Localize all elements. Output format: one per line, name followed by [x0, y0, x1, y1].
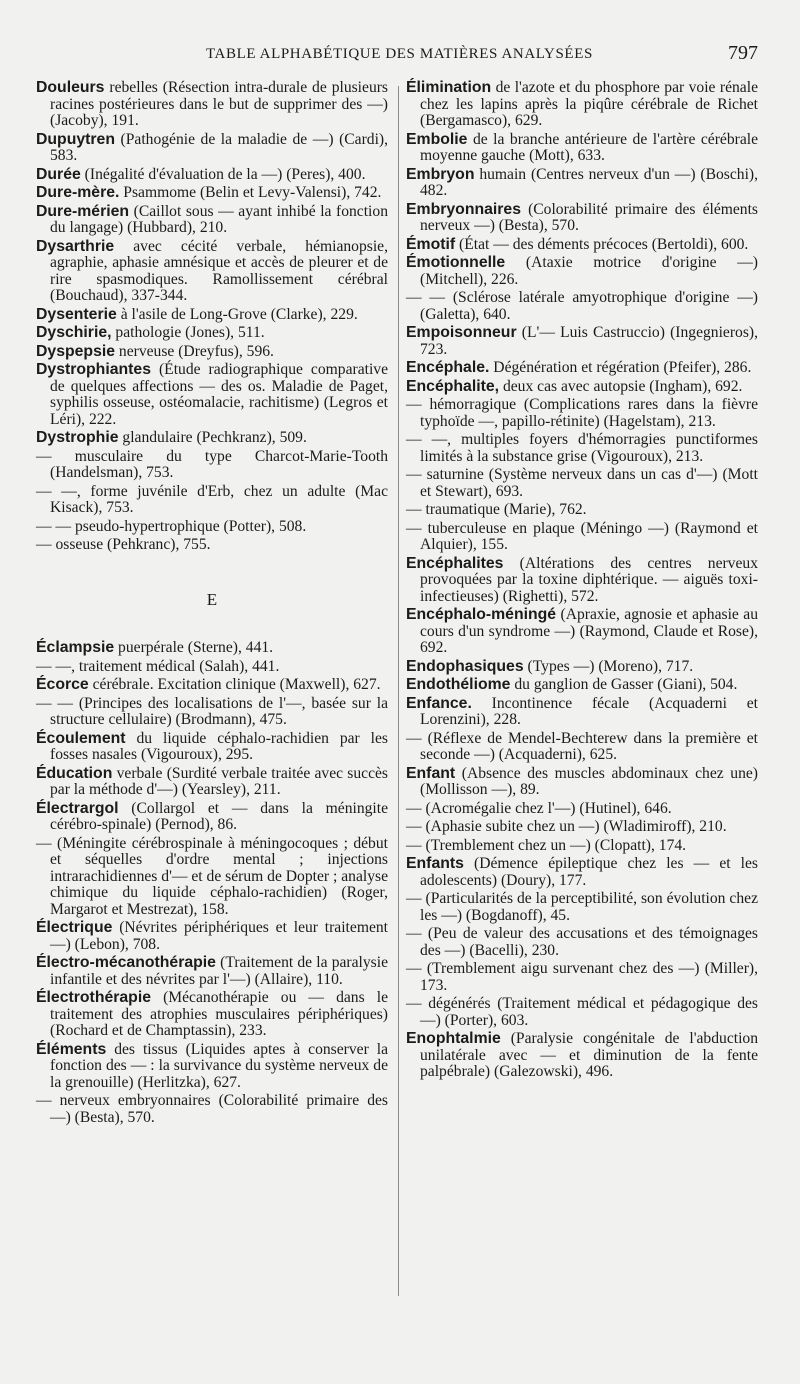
entry-headword: Enfants — [406, 855, 464, 872]
entry-headword: Dupuytren — [36, 130, 115, 148]
entry-headword: Électrothérapie — [36, 989, 152, 1006]
entry-text: — (Acromégalie chez l'—) (Hutinel), 646. — [406, 799, 672, 817]
entry-headword: Dystrophie — [36, 429, 119, 446]
entry-headword: Encéphalites — [406, 554, 504, 572]
index-entry — [406, 521, 758, 554]
entry-text: — nerveux embryonnaires (Colorabilité primaire des —) (Besta), 570. — [36, 1092, 388, 1126]
entry-text: (Caillot sous — ayant inhibé la fonction du langage) (Hubbard), 210. — [50, 202, 388, 236]
index-entry — [36, 132, 388, 165]
entry-text: — — (Principes des localisations de l'—, basée sur la structure cellulaire) (Brodmann), 475. — [36, 694, 388, 728]
entry-text: — (Aphasie subite chez un —) (Wladimiroff), 210. — [406, 818, 727, 835]
index-entry — [36, 519, 388, 536]
entry-headword: Endophasiques — [406, 657, 524, 675]
entry-headword: Électrique — [36, 919, 113, 936]
entry-text: — osseuse (Pehkranc), 755. — [36, 536, 211, 553]
entry-headword: Encéphalite, — [406, 377, 500, 395]
entry-text: (Apraxie, agnosie et aphasie au cours d'un syndrome —) (Raymond, Claude et Rose), 692. — [420, 606, 758, 656]
entry-headword: Éducation — [36, 764, 113, 782]
entry-text: — — pseudo-hypertrophique (Potter), 508. — [36, 517, 307, 535]
entry-text: nerveuse (Dreyfus), 596. — [115, 342, 274, 360]
entry-text: — musculaire du type Charcot-Marie-Tooth (Handelsman), 753. — [36, 447, 388, 481]
entry-text: de l'azote et du phosphore par voie rénale chez les lapins après la piqûre cérébrale de Richet (Bergamasco), 629. — [420, 79, 758, 129]
entry-headword: Dure-mérien — [36, 202, 130, 220]
entry-headword: Douleurs — [36, 79, 105, 96]
entry-text: Psammome (Belin et Levy-Valensi), 742. — [119, 184, 382, 201]
entry-text: — — (Sclérose latérale amyotrophique d'origine —) (Galetta), 640. — [406, 289, 758, 323]
index-entry — [36, 362, 388, 428]
entry-headword: Dysarthrie — [36, 237, 115, 255]
index-entry — [406, 502, 758, 519]
entry-headword: Éclampsie — [36, 639, 115, 656]
index-entry — [406, 379, 758, 396]
entry-headword: Dyschirie, — [36, 324, 112, 341]
entry-headword: Émotif — [406, 235, 456, 253]
entry-text: Incontinence fécale (Acquaderni et Lorenzini), 228. — [420, 694, 758, 728]
entry-text: (Ataxie motrice d'origine —) (Mitchell), 226. — [420, 254, 758, 288]
index-entry — [36, 990, 388, 1040]
index-entry — [36, 1093, 388, 1126]
entry-text: — (Tremblement aigu survenant chez des —) (Miller), 173. — [406, 960, 758, 994]
entries-e — [36, 640, 388, 1126]
index-entry — [406, 325, 758, 358]
index-entry — [36, 836, 388, 919]
entry-headword: Durée — [36, 165, 81, 183]
entry-text: de la branche antérieure de l'artère cérébrale moyenne gauche (Mott), 633. — [420, 130, 758, 164]
index-entry — [36, 1042, 388, 1092]
entry-text: (Névrites périphériques et leur traitement —) (Lebon), 708. — [50, 919, 388, 953]
index-entry — [36, 677, 388, 694]
entry-headword: Électrargol — [36, 799, 119, 817]
entry-headword: Élimination — [406, 79, 492, 96]
running-head — [0, 44, 800, 74]
entry-text: — (Peu de valeur des accusations et des témoignages des —) (Bacelli), 230. — [406, 925, 758, 959]
index-entry — [406, 290, 758, 323]
entry-headword: Empoisonneur — [406, 324, 517, 341]
entries-d — [36, 80, 388, 554]
index-entry — [36, 325, 388, 342]
entry-text: — saturnine (Système nerveux dans un cas d'—) (Mott et Stewart), 693. — [406, 466, 758, 500]
entry-headword: Enfant — [406, 764, 456, 782]
entry-text: (L'— Luis Castruccio) (Ingegnieros), 723. — [420, 324, 758, 358]
entry-headword: Dyspepsie — [36, 342, 116, 360]
index-entry — [36, 239, 388, 305]
index-entry — [406, 467, 758, 500]
entry-text: du liquide céphalo-rachidien par les fosses nasales (Vigouroux), 295. — [50, 729, 388, 763]
entry-headword: Dure-mère. — [36, 184, 120, 201]
index-entry — [406, 397, 758, 430]
entry-headword: Électro-mécanothérapie — [36, 954, 216, 971]
entry-text: rebelles (Résection intra-durale de plusieurs racines postérieures dans le but de supprimer des —) (Jacoby), 191. — [50, 79, 388, 129]
index-entry — [406, 202, 758, 235]
index-entry — [36, 307, 388, 324]
entry-text: pathologie (Jones), 511. — [111, 324, 265, 341]
index-entry — [406, 556, 758, 606]
index-entry — [36, 731, 388, 764]
index-entry — [406, 237, 758, 254]
index-entry — [36, 696, 388, 729]
index-entry — [406, 80, 758, 130]
index-entry — [36, 920, 388, 953]
entry-headword: Écoulement — [36, 729, 126, 747]
entry-text: Dégénération et régération (Pfeifer), 286. — [489, 359, 752, 376]
index-entry — [406, 432, 758, 465]
index-entry — [406, 801, 758, 818]
entry-text: (Collargol et — dans la méningite cérébro-spinale) (Pernod), 86. — [50, 799, 388, 833]
entry-text: (Paralysie congénitale de l'abduction unilatérale avec — et diminution de la fente palpébrale) (Galezowski), 496. — [420, 1030, 758, 1080]
entry-headword: Embryonnaires — [406, 200, 522, 218]
index-entry — [406, 677, 758, 694]
entry-text: (État — des déments précoces (Bertoldi), 600. — [455, 235, 749, 253]
index-entry — [406, 961, 758, 994]
page-number: 797 — [728, 42, 758, 64]
index-entry — [406, 766, 758, 799]
entry-text: — traumatique (Marie), 762. — [406, 501, 587, 518]
index-entry — [36, 801, 388, 834]
index-entry — [36, 484, 388, 517]
entry-text: (Mécanothérapie ou — dans le traitement des atrophies musculaires périphériques) (Rochard et de Champtassin), 233. — [50, 989, 388, 1039]
section-letter-e: E — [206, 589, 218, 609]
index-entry — [406, 996, 758, 1029]
running-title: TABLE ALPHABÉTIQUE DES MATIÈRES ANALYSÉES — [206, 46, 593, 62]
index-entry — [36, 185, 388, 202]
entry-text: (Démence épileptique chez les — et les adolescents) (Doury), 177. — [420, 855, 758, 889]
entry-text: du ganglion de Gasser (Giani), 504. — [510, 676, 738, 693]
index-entry — [36, 204, 388, 237]
entry-text: (Traitement de la paralysie infantile et des névrites par l'—) (Allaire), 110. — [50, 954, 388, 988]
index-entry — [406, 856, 758, 889]
entry-headword: Enophtalmie — [406, 1030, 501, 1047]
entry-text: (Types —) (Moreno), 717. — [523, 657, 694, 675]
index-entry — [406, 891, 758, 924]
entry-text: — —, traitement médical (Salah), 441. — [36, 657, 280, 675]
index-entry — [36, 430, 388, 447]
entry-text: (Inégalité d'évaluation de la —) (Peres), 400. — [80, 165, 366, 183]
entry-text: — —, forme juvénile d'Erb, chez un adulte (Mac Kisack), 753. — [36, 482, 388, 516]
entry-headword: Encéphalo-méningé — [406, 606, 557, 623]
entry-text: glandulaire (Pechkranz), 509. — [118, 429, 307, 446]
entry-text: à l'asile de Long-Grove (Clarke), 229. — [116, 305, 358, 323]
right-column — [406, 80, 758, 1083]
index-entry — [36, 167, 388, 184]
entry-text: avec cécité verbale, hémianopsie, agraphie, aphasie amnésique et accès de pleurer et de rire spasmodiques. Ramollissement cérébral (Bouchaud), 337-344. — [50, 237, 388, 304]
entry-text: — —, multiples foyers d'hémorragies punctiformes limités à la substance grise (Vigouroux), 213. — [406, 431, 758, 465]
index-entry — [36, 640, 388, 657]
index-entry — [36, 537, 388, 554]
entry-text: des tissus (Liquides aptes à conserver la fonction des — : la survivance du système nerveux de la grenouille) (Herlitzka), 627. — [50, 1040, 388, 1091]
entry-text: (Absence des muscles abdominaux chez une) (Mollisson —), 89. — [420, 764, 758, 798]
entry-headword: Dysenterie — [36, 305, 117, 323]
index-entry — [406, 731, 758, 764]
index-entry — [406, 1031, 758, 1081]
entry-headword: Écorce — [36, 676, 89, 693]
index-entry — [406, 696, 758, 729]
index-entry — [406, 838, 758, 855]
entry-text: verbale (Surdité verbale traitée avec succès par la méthode d'—) (Yearsley), 211. — [50, 764, 388, 798]
entry-text: puerpérale (Sterne), 441. — [114, 639, 274, 656]
index-entry — [36, 766, 388, 799]
entry-headword: Émotionnelle — [406, 254, 506, 271]
entry-text: cérébrale. Excitation clinique (Maxwell), 627. — [88, 676, 381, 693]
index-entry — [406, 819, 758, 836]
index-entry — [36, 449, 388, 482]
entry-text: — dégénérés (Traitement médical et pédagogique des —) (Porter), 603. — [406, 995, 758, 1029]
entry-text: — (Tremblement chez un —) (Clopatt), 174. — [406, 836, 687, 854]
entry-text: — (Particularités de la perceptibilité, son évolution chez les —) (Bogdanoff), 45. — [406, 890, 758, 924]
entry-headword: Éléments — [36, 1040, 107, 1058]
index-entry — [36, 955, 388, 988]
left-column — [36, 80, 388, 1128]
entry-text: (Altérations des centres nerveux provoquées par la toxine diphtérique. — aiguës toxi-infectieuses) (Righetti), 572. — [420, 554, 758, 605]
index-entry — [406, 132, 758, 165]
entry-text: (Colorabilité primaire des éléments nerveux —) (Besta), 570. — [420, 200, 758, 234]
index-entry — [406, 167, 758, 200]
entry-headword: Embryon — [406, 165, 475, 183]
entries-right — [406, 80, 758, 1081]
entry-text: humain (Centres nerveux d'un —) (Boschi), 482. — [420, 165, 758, 199]
entry-text: — hémorragique (Complications rares dans la fièvre typhoïde —, papillo-rétinite) (Hagelstam), 213. — [406, 396, 758, 430]
entry-text: deux cas avec autopsie (Ingham), 692. — [499, 377, 743, 395]
index-entry — [406, 926, 758, 959]
entry-text: — (Méningite cérébrospinale à méningocoques ; début et séquelles d'ordre mental ; injections intrarachidiennes d'— et de sérum de Dopter ; analyse chimique du liquide céphalo-rachidien) (Roger, Margarot et Mestrezat), 158. — [36, 834, 388, 918]
entry-text: (Pathogénie de la maladie de —) (Cardi), 583. — [50, 130, 388, 164]
index-entry — [406, 255, 758, 288]
index-entry — [406, 360, 758, 377]
index-entry — [36, 344, 388, 361]
entry-text: (Étude radiographique comparative de quelques affections — des os. Maladie de Paget, syphilis osseuse, ostéomalacie, rachitisme) (Legros et Léri), 222. — [50, 361, 388, 428]
index-entry — [406, 659, 758, 676]
index-entry — [36, 659, 388, 676]
index-entry — [36, 80, 388, 130]
entry-headword: Endothéliome — [406, 676, 511, 693]
index-entry — [406, 607, 758, 657]
entry-headword: Enfance. — [406, 694, 472, 712]
entry-headword: Embolie — [406, 130, 468, 148]
entry-text: — (Réflexe de Mendel-Bechterew dans la première et seconde —) (Acquaderni), 625. — [406, 729, 758, 763]
entry-text: — tuberculeuse en plaque (Méningo —) (Raymond et Alquier), 155. — [406, 519, 758, 553]
entry-headword: Encéphale. — [406, 359, 490, 376]
entry-headword: Dystrophiantes — [36, 361, 151, 378]
column-divider — [398, 86, 399, 1296]
